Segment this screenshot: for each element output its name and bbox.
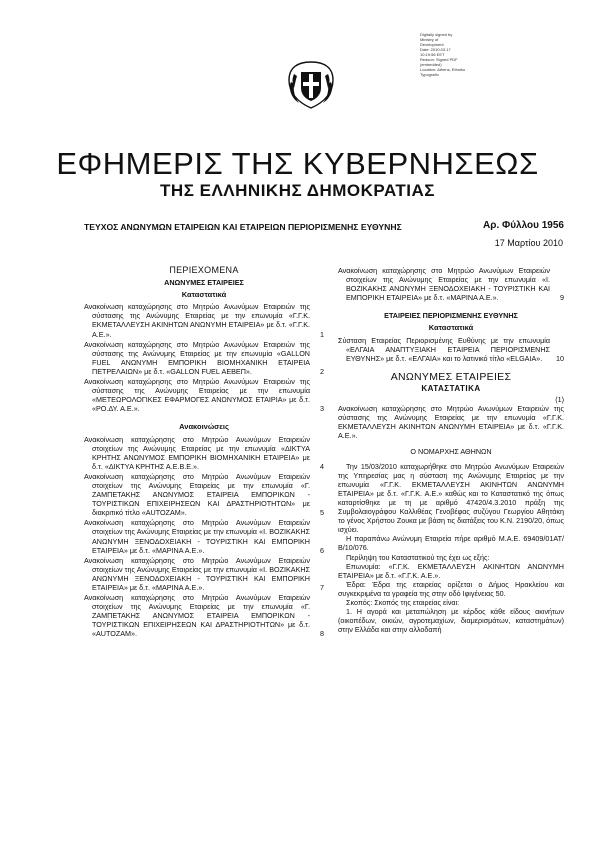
stamp-line: Location: Athens, Ethniko [420, 67, 466, 72]
stamp-line: 10:19:56 EET [420, 52, 445, 57]
sheet-number: Αρ. Φύλλου 1956 [483, 220, 564, 231]
gazette-subtitle: ΤΗΣ ΕΛΛΗΝΙΚΗΣ ΔΗΜΟΚΡΑΤΙΑΣ [160, 181, 435, 200]
statutes-list [84, 302, 324, 413]
contents-cat-announcements: Ανακοινώσεις [179, 422, 229, 432]
body-paragraph: Η παραπάνω Ανώνυμη Εταιρεία πήρε αριθμό Μ.Α.Ε. 69409/01ΑΤ/Β/10/076. [338, 534, 564, 553]
body-paragraph: Περίληψη του Καταστατικού της έχει ως εξής: [346, 552, 490, 562]
announcement-title: Ανακοίνωση καταχώρησης στο Μητρώο Ανωνύμων Εταιρειών της σύστασης της Ανώνυμης Εταιρείας με την επωνυμία «Γ.Γ.Κ. ΕΚΜΕΤΑΛΛΕΥΣΗ ΑΚΙΝΗΤΩΝ ΑΝΩΝΥΜΗ ΕΤΑΙΡΕΙΑ» με δ.τ. «Γ.Γ.Κ. Α.Ε.». [338, 404, 564, 441]
body-paragraph: Σκοπός: Σκοπός της εταιρείας είναι: [346, 598, 460, 607]
toc-entry[interactable] [84, 302, 324, 338]
stamp-line: Reason: Signed PDF [420, 57, 458, 62]
toc-entry-text: Ανακοίνωση καταχώρησης στο Μητρώο Ανωνύμων Εταιρειών στοιχείων της Ανώνυμης Εταιρείας με την επωνυμία «Γ. ΖΑΜΠΕΤΑΚΗΣ ΑΝΩΝΥΜΟΣ ΕΤΑΙΡΕΙΑ ΕΜΠΟΡΙΚΩΝ - ΤΟΥΡΙΣΤΙΚΩΝ ΕΠΙΧΕΙΡΗΣΕΩΝ ΚΑΙ ΔΡΑΣΤΗΡΙΟΤΗΤΩΝ» με δ.τ. «AUTOZAM». [84, 593, 310, 639]
toc-entry-page: 7 [320, 583, 324, 592]
toc-entry-page: 4 [320, 461, 324, 471]
toc-entry-page: 6 [320, 545, 324, 555]
body-paragraph: Επωνυμία: «Γ.Γ.Κ. ΕΚΜΕΤΑΛΛΕΥΣΗ ΑΚΙΝΗΤΩΝ ΑΝΩΝΥΜΗ ΕΤΑΙΡΕΙΑ» με δ.τ. «Γ.Γ.Κ. Α.Ε.». [338, 561, 564, 580]
toc-entry-page: 1 [320, 329, 324, 339]
contents-section-ae: ΑΝΩΝΥΜΕΣ ΕΤΑΙΡΕΙΕΣ [164, 278, 244, 288]
toc-entry-text: Ανακοίνωση καταχώρησης στο Μητρώο Ανωνύμων Εταιρειών στοιχείων της Ανώνυμης Εταιρείας με την επωνυμία «Ι. ΒΟΖΙΚΑΚΗΣ ΑΝΩΝΥΜΗ ΞΕΝΟΔΟΧΕΙΑΚΗ - ΤΟΥΡΙΣΤΙΚΗ ΚΑΙ ΕΜΠΟΡΙΚΗ ΕΤΑΙΡΕΙΑ» με δ.τ. «ΜΑΡΙΝΑ Α.Ε.». [84, 555, 310, 592]
toc-entry-page: 9 [560, 293, 564, 303]
body-paragraph: 1. Η αγορά και μεταπώληση με κέρδος κάθε είδους ακινήτων (οικοπέδων, οικιών, αγροτεμαχίων, διαμερισμάτων, καταστημάτων) στην Ελλάδα και στην αλλοδαπή [338, 607, 564, 635]
contents-cat-statutes: Καταστατικά [181, 290, 227, 300]
stamp-line: (embedded) [420, 62, 442, 67]
issue-series: ΤΕΥΧΟΣ ΑΝΩΝΥΜΩΝ ΕΤΑΙΡΕΙΩΝ ΚΑΙ ΕΤΑΙΡΕΙΩΝ ΠΕΡΙΟΡΙΣΜΕΝΗΣ ΕΥΘΥΝΗΣ [84, 222, 402, 232]
contents-column [84, 266, 324, 640]
toc-entry-page: 3 [320, 404, 324, 414]
toc-entry[interactable] [84, 518, 324, 554]
stamp-line: Development [420, 42, 444, 47]
body-heading: ΑΝΩΝΥΜΕΣ ΕΤΑΙΡΕΙΕΣ [390, 370, 512, 383]
stamp-line: Digitally signed by [420, 32, 453, 37]
toc-entry-text: Ανακοίνωση καταχώρησης στο Μητρώο Ανωνύμων Εταιρειών στοιχείων της Ανώνυμης Εταιρείας με την επωνυμία «Γ. ΖΑΜΠΕΤΑΚΗΣ ΑΝΩΝΥΜΟΣ ΕΤΑΙΡΕΙΑ ΕΜΠΟΡΙΚΩΝ - ΤΟΥΡΙΣΤΙΚΩΝ ΕΠΙΧΕΙΡΗΣΕΩΝ ΚΑΙ ΔΡΑΣΤΗΡΙΟΤΗΤΩΝ» με διακριτικό τίτλο «AUTOZAM». [84, 471, 310, 518]
gazette-title: ΕΦΗΜΕΡΙΣ ΤΗΣ ΚΥΒΕΡΝΗΣΕΩΣ [56, 146, 539, 181]
toc-entry[interactable] [84, 340, 324, 376]
toc-entry-text: Ανακοίνωση καταχώρησης στο Μητρώο Ανωνύμων Εταιρειών στοιχείων της Ανώνυμης Εταιρείας με την επωνυμία «Ι. ΒΟΖΙΚΑΚΗΣ ΑΝΩΝΥΜΗ ΞΕΝΟΔΟΧΕΙΑΚΗ - ΤΟΥΡΙΣΤΙΚΗ ΚΑΙ ΕΜΠΟΡΙΚΗ ΕΤΑΙΡΕΙΑ» με δ.τ. «ΜΑΡΙΝΑ Α.Ε.». [338, 266, 550, 303]
toc-entry-text: Ανακοίνωση καταχώρησης στο Μητρώο Ανωνύμων Εταιρειών στοιχείων της Ανώνυμης Εταιρείας με την επωνυμία «Ι. ΒΟΖΙΚΑΚΗΣ ΑΝΩΝΥΜΗ ΞΕΝΟΔΟΧΕΙΑΚΗ - ΤΟΥΡΙΣΤΙΚΗ ΚΑΙ ΕΜΠΟΡΙΚΗ ΕΤΑΙΡΕΙΑ» με δ.τ. «ΜΑΡΙΝΑ Α.Ε.». [84, 518, 310, 555]
toc-entry[interactable] [84, 377, 324, 413]
digital-signature-stamp [420, 32, 500, 77]
toc-entry-text: Σύσταση Εταιρείας Περιορισμένης Ευθύνης με την επωνυμία «ΕΛΓΑΙΑ ΑΝΑΠΤΥΞΙΑΚΗ ΕΤΑΙΡΕΙΑ ΠΕΡΙΟΡΙΣΜΕΝΗΣ ΕΥΘΥΝΗΣ» με δ.τ. «ΕΛΓΑΙΑ» και το λατινικό τίτλο «ELGAIA». [338, 335, 550, 363]
announcements-list [84, 435, 324, 639]
issue-date: 17 Μαρτίου 2010 [494, 238, 563, 248]
stamp-line: Typografio [420, 72, 439, 77]
toc-entry[interactable] [84, 593, 324, 638]
body-subheading: ΚΑΤΑΣΤΑΤΙΚΑ [421, 383, 481, 393]
toc-entry-page: 8 [320, 629, 324, 639]
toc-entry[interactable] [338, 266, 564, 302]
toc-entry-page: 5 [320, 508, 324, 518]
toc-entry-text: Ανακοίνωση καταχώρησης στο Μητρώο Ανωνύμων Εταιρειών στοιχείων της Ανώνυμης Εταιρείας με την επωνυμία «ΔΙΚΤΥΑ ΚΡΗΤΗΣ ΑΝΩΝΥΜΟΣ ΕΜΠΟΡΙΚΗ ΒΙΟΜΗΧΑΝΙΚΗ ΕΤΑΙΡΕΙΑ» με δ.τ. «ΔΙΚΤΥΑ ΚΡΗΤΗΣ Α.Ε.Β.Ε.». [84, 434, 310, 471]
contents-section-epe: ΕΤΑΙΡΕΙΕΣ ΠΕΡΙΟΡΙΣΜΕΝΗΣ ΕΥΘΥΝΗΣ [384, 311, 518, 321]
toc-entry-text: Ανακοίνωση καταχώρησης στο Μητρώο Ανωνύμων Εταιρειών της σύστασης της Ανώνυμης Εταιρείας με την επωνυμία «ΜΕΤΕΩΡΟΛΟΓΙΚΕΣ ΕΦΑΡΜΟΓΕΣ ΑΝΩΝΥΜΟΣ ΕΤΑΙΡΙΑ» με δ.τ. «ΡΟ.ΔΥ. Α.Ε.». [84, 377, 310, 414]
toc-entry-page: 2 [320, 366, 324, 376]
body-column [338, 266, 564, 634]
greek-coat-of-arms-emblem [285, 58, 337, 110]
toc-entry[interactable] [84, 472, 324, 517]
toc-entry-text: Ανακοίνωση καταχώρησης στο Μητρώο Ανωνύμων Εταιρειών της σύστασης της Ανώνυμης Εταιρείας με την επωνυμία «GALLON FUEL ΑΝΩΝΥΜΗ ΕΜΠΟΡΙΚΗ ΒΙΟΜΗΧΑΝΙΚΗ ΕΤΑΙΡΕΙΑ ΠΕΤΡΕΛΑΙΩΝ» με δ.τ. «GALLON FUEL ΑΕΒΕΠ». [84, 339, 310, 376]
announcement-number: (1) [555, 395, 564, 405]
contents-heading: ΠΕΡΙΕΧΟΜΕΝΑ [169, 265, 239, 275]
toc-entry[interactable] [84, 435, 324, 471]
body-paragraph: Την 15/03/2010 καταχωρήθηκε στο Μητρώο Ανωνύμων Εταιρειών της Υπηρεσίας μας η σύσταση της Ανώνυμης Εταιρείας με την επωνυμία «Γ.Γ.Κ. ΕΚΜΕΤΑΛΛΕΥΣΗ ΑΚΙΝΗΤΩΝ ΑΝΩΝΥΜΗ ΕΤΑΙΡΕΙΑ» με δ.τ. «Γ.Γ.Κ. Α.Ε.» καθώς και το Καταστατικό της όπως καταρτίσθηκε με τη με αριθμό 47420/4.3.2010 πράξη της Συμβολαιογράφου Καλλιθέας Γενοβέφας συζύγου Γεωργίου Αθητάκη το γένος Χρήστου Ζουκα με βάση τις διατάξεις του Κ.Ν. 2190/20, όπως ισχύει. [338, 461, 564, 535]
body-paragraph: Έδρα: Έδρα της εταιρείας ορίζεται ο Δήμος Ηρακλείου και συγκεκριμένα τα γραφεία της στην οδό Ιφιγένειας 50. [338, 579, 564, 598]
toc-entry-page: 10 [556, 353, 564, 363]
stamp-line: Ministry of [420, 37, 439, 42]
contents-cat-epe: Καταστατικά [428, 323, 474, 333]
toc-entry[interactable] [338, 336, 564, 363]
toc-entry-text: Ανακοίνωση καταχώρησης στο Μητρώο Ανωνύμων Εταιρειών της σύστασης της Ανώνυμης Εταιρείας με την επωνυμία «Γ.Γ.Κ. ΕΚΜΕΤΑΛΛΕΥΣΗ ΑΚΙΝΗΤΩΝ ΑΝΩΝΥΜΗ ΕΤΑΙΡΕΙΑ» με δ.τ. «Γ.Γ.Κ. Α.Ε.». [84, 302, 310, 339]
prefect-line: Ο ΝΟΜΑΡΧΗΣ ΑΘΗΝΩΝ [410, 446, 492, 456]
toc-entry[interactable] [84, 556, 324, 592]
stamp-line: Date: 2010.03.17 [420, 47, 451, 52]
